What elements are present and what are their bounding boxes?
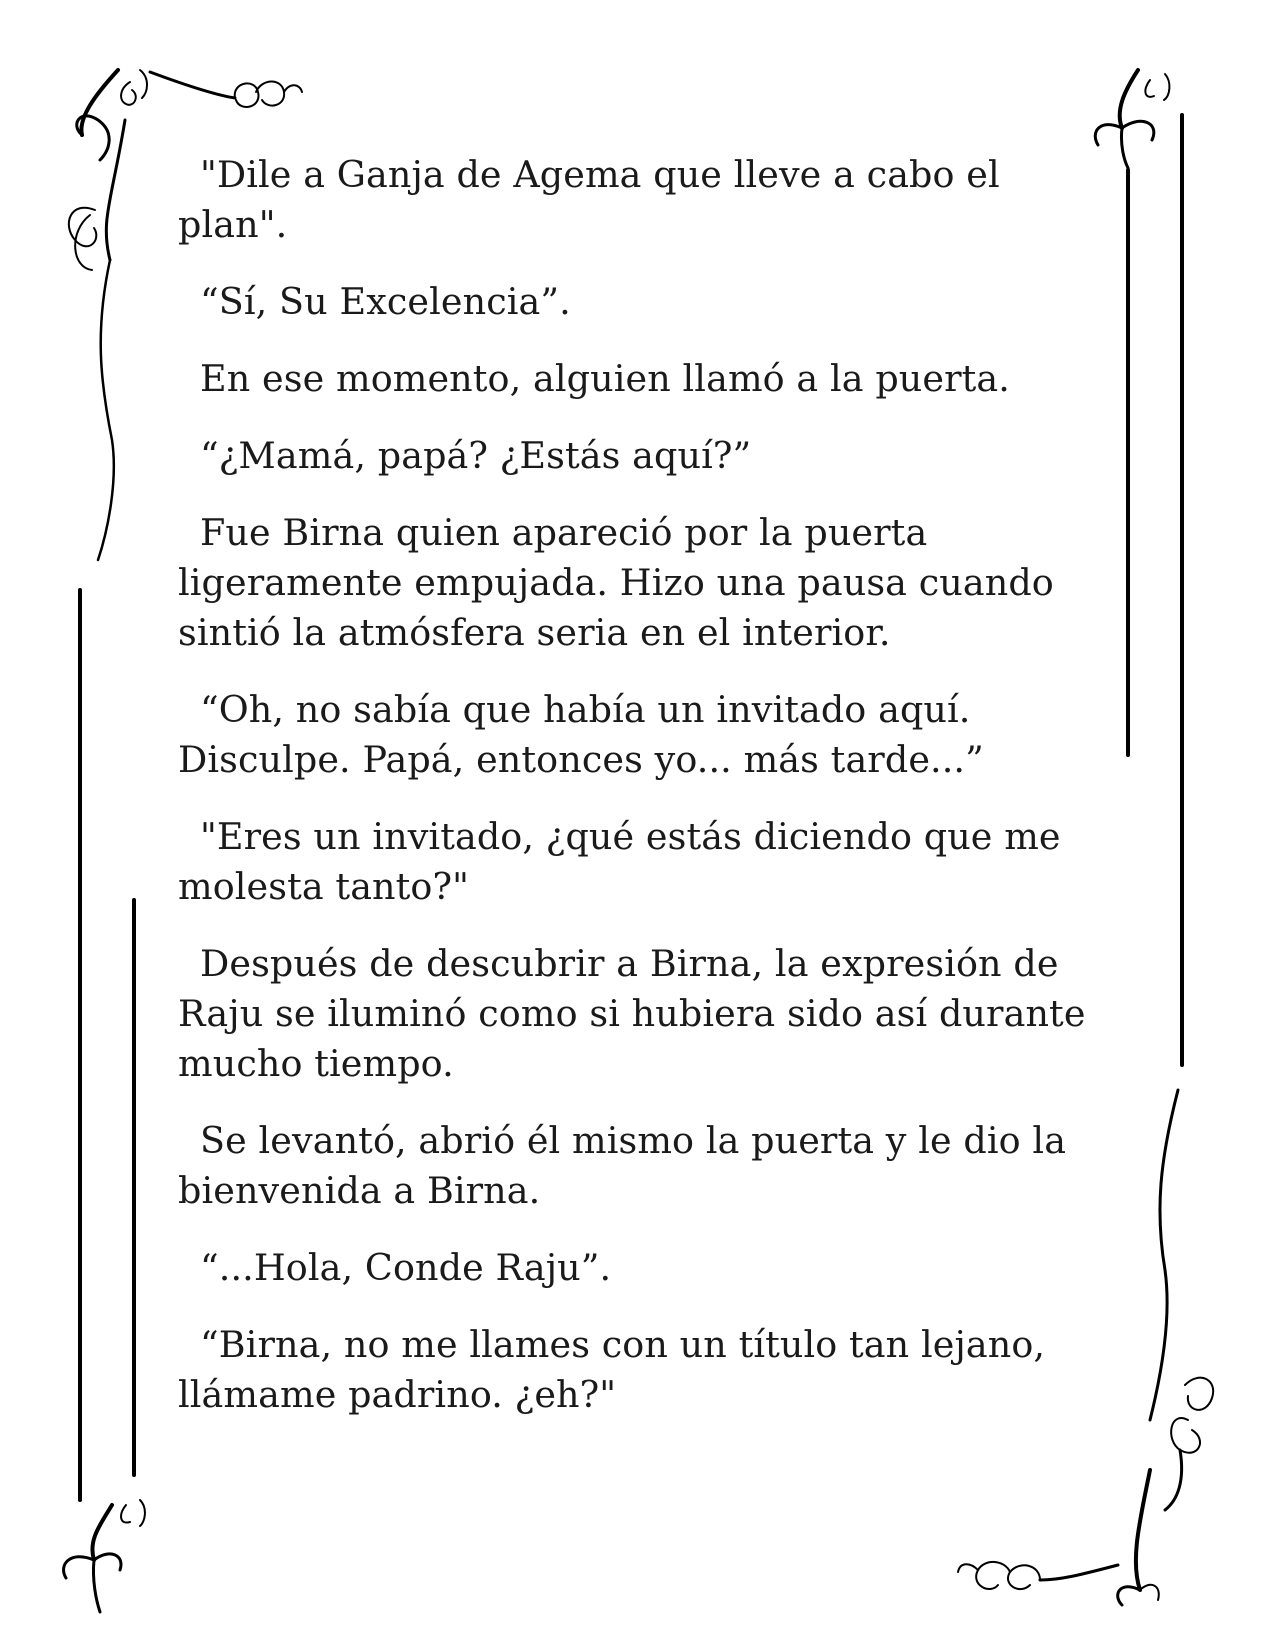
paragraph: Después de descubrir a Birna, la expresión de Raju se iluminó como si hubiera sido así durante mucho tiempo. bbox=[178, 942, 1086, 1085]
top-right-flourish bbox=[1095, 70, 1169, 168]
paragraph: En ese momento, alguien llamó a la puerta. bbox=[200, 357, 1010, 400]
paragraph: “¿Mamá, papá? ¿Estás aquí?” bbox=[200, 434, 752, 477]
paragraph: “...Hola, Conde Raju”. bbox=[200, 1246, 612, 1289]
chapter-text bbox=[178, 150, 1093, 1447]
paragraph: "Eres un invitado, ¿qué estás diciendo que me molesta tanto?" bbox=[178, 815, 1061, 908]
bottom-left-flourish bbox=[64, 1500, 145, 1612]
paragraph: “Sí, Su Excelencia”. bbox=[200, 280, 571, 323]
paragraph: Se levantó, abrió él mismo la puerta y le dio la bienvenida a Birna. bbox=[178, 1119, 1067, 1212]
paragraph: Fue Birna quien apareció por la puerta ligeramente empujada. Hizo una pausa cuando sintió la atmósfera seria en el interior. bbox=[178, 511, 1054, 654]
paragraph: "Dile a Ganja de Agema que lleve a cabo el plan". bbox=[178, 153, 1000, 246]
paragraph: “Birna, no me llames con un título tan lejano, llámame padrino. ¿eh?" bbox=[178, 1323, 1046, 1416]
paragraph: “Oh, no sabía que había un invitado aquí. Disculpe. Papá, entonces yo... más tarde...” bbox=[178, 688, 984, 781]
